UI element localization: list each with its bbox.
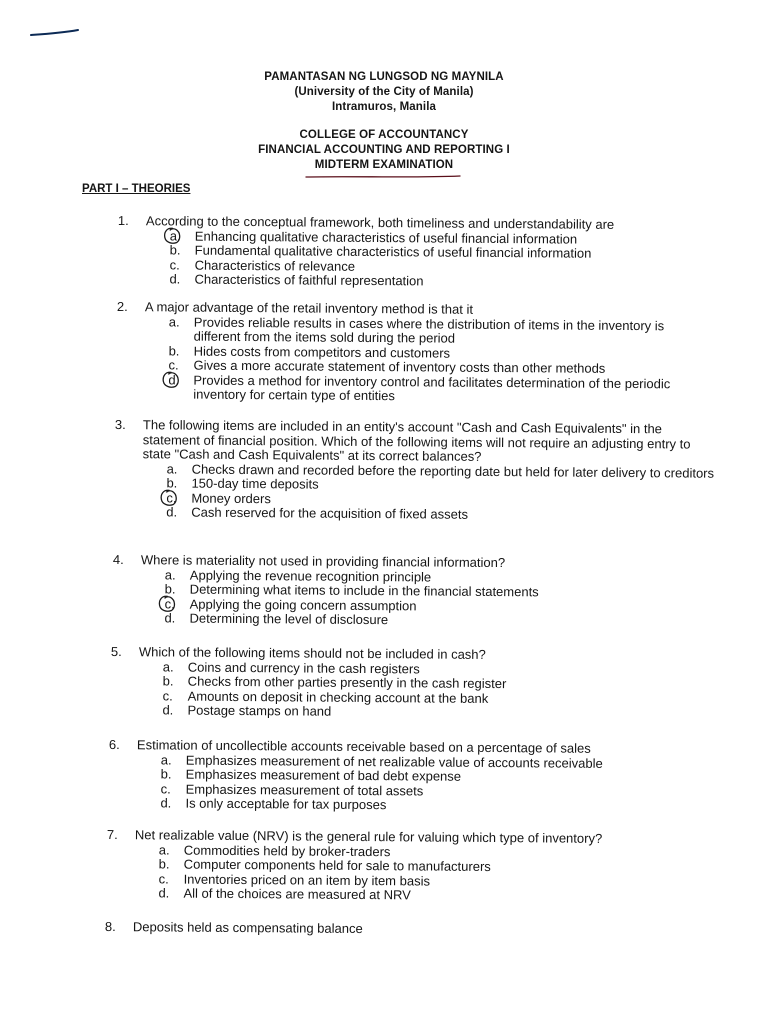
choice-text: Money orders <box>191 490 271 506</box>
choice-text: Characteristics of faithful representation <box>194 271 424 289</box>
choice-text: Cash reserved for the acquisition of fixed assets <box>191 504 469 522</box>
choice-letter: a. <box>168 313 180 329</box>
answer-circle-mark <box>161 370 180 389</box>
choice-text: Determining what items to include in the financial statements <box>189 581 539 600</box>
choice-list <box>164 568 712 630</box>
choice-letter: d. <box>168 371 180 387</box>
choice-letter: b. <box>166 475 178 491</box>
question-item <box>112 553 713 630</box>
choice-letter: b. <box>158 856 170 872</box>
part-heading: PART I – THEORIES <box>82 183 191 195</box>
question-number: 5. <box>110 644 122 660</box>
answer-choice <box>160 796 708 815</box>
choice-letter: b. <box>168 342 180 358</box>
question-number: 8. <box>104 919 116 935</box>
choice-text: Provides reliable results in cases where the distribution of items in the inventory is different from the items sold during the period <box>193 314 665 346</box>
college-name: COLLEGE OF ACCOUNTANCY <box>299 129 469 141</box>
choice-text: Emphasizes measurement of total assets <box>185 781 424 798</box>
choice-letter: a. <box>162 658 174 674</box>
choice-text: Inventories priced on an item by item basis <box>183 871 431 889</box>
choice-text: Emphasizes measurement of bad debt expense <box>185 766 462 784</box>
choice-letter: a. <box>169 227 181 243</box>
choice-letter: c. <box>158 870 169 886</box>
question-item <box>114 418 720 524</box>
university-name: PAMANTASAN NG LUNGSOD NG MAYNILA <box>264 71 504 83</box>
choice-text: Fundamental qualitative characteristics of useful financial information <box>194 242 592 261</box>
choice-text: Applying the going concern assumption <box>189 596 417 613</box>
choice-list <box>169 229 697 291</box>
question-number: 1. <box>117 213 129 229</box>
answer-choice <box>169 272 697 291</box>
question-text: A major advantage of the retail inventory method is that it <box>144 299 474 317</box>
choice-letter: b. <box>169 242 181 258</box>
choice-letter: d. <box>169 271 181 287</box>
exam-title: MIDTERM EXAMINATION <box>314 159 454 171</box>
choice-letter: a. <box>166 460 178 476</box>
question-item <box>110 645 711 722</box>
choice-letter: d. <box>166 504 178 520</box>
choice-letter: d. <box>158 885 170 901</box>
question-item <box>105 920 705 939</box>
choice-text: Checks drawn and recorded before the reporting date but held for later delivery to creditors <box>191 461 715 481</box>
question-number: 6. <box>108 737 120 753</box>
university-location: Intramuros, Manila <box>331 101 437 113</box>
university-english-name: (University of the City of Manila) <box>294 86 474 98</box>
choice-letter: a. <box>160 751 172 767</box>
question-text: Estimation of uncollectible accounts receivable based on a percentage of sales <box>136 737 591 756</box>
answer-choice <box>158 886 706 905</box>
choice-letter: c. <box>166 489 177 505</box>
choice-text: Determining the level of disclosure <box>189 610 389 628</box>
choice-list <box>160 753 708 815</box>
choice-list <box>162 660 710 722</box>
choice-text: Characteristics of relevance <box>194 257 356 274</box>
choice-text: Coins and currency in the cash registers <box>187 659 420 676</box>
choice-letter: b. <box>160 766 172 782</box>
question-text: Which of the following items should not be included in cash? <box>138 644 486 662</box>
choice-text: Provides a method for inventory control and facilitates determination of the periodic inventory for certain type of entities <box>193 372 671 404</box>
choice-text: Amounts on deposit in checking account at the bank <box>187 688 489 706</box>
choice-letter: b. <box>164 581 176 597</box>
choice-text: Gives a more accurate statement of inventory costs than other methods <box>193 357 606 376</box>
question-text: The following items are included in an entity's account "Cash and Cash Equivalents" in the statement of financial position. Which of the following items will not require an adjusting entry to state "Cash and Cash Equivalents" at its correct balances? <box>142 417 691 464</box>
question-stem <box>115 418 720 466</box>
choice-text: Is only acceptable for tax purposes <box>185 795 387 813</box>
question-item <box>117 214 698 291</box>
choice-letter: d. <box>160 795 172 811</box>
pen-stroke-mark <box>28 24 84 40</box>
choice-text: Checks from other parties presently in the cash register <box>187 673 507 692</box>
question-number: 2. <box>116 299 128 315</box>
choice-letter: c. <box>160 780 171 796</box>
question-item <box>108 738 709 815</box>
choice-letter: c. <box>168 357 179 373</box>
title-underline-mark <box>304 174 464 180</box>
question-number: 3. <box>114 417 126 433</box>
choice-text: Computer components held for sale to manufacturers <box>183 856 491 875</box>
question-number: 7. <box>106 827 118 843</box>
choice-text: Commodities held by broker-traders <box>183 842 391 859</box>
choice-list <box>158 843 706 905</box>
exam-header <box>0 70 768 180</box>
choice-letter: a. <box>164 566 176 582</box>
choice-list <box>168 315 702 406</box>
question-text: Net realizable value (NRV) is the general rule for valuing which type of inventory? <box>134 827 603 846</box>
question-item <box>106 828 707 905</box>
question-text: Where is materiality not used in providing financial information? <box>140 552 506 571</box>
course-title: FINANCIAL ACCOUNTING AND REPORTING I <box>258 144 510 156</box>
question-text: Deposits held as compensating balance <box>132 919 363 937</box>
choice-text: Hides costs from competitors and customers <box>193 343 451 361</box>
choice-letter: d. <box>164 610 176 626</box>
choice-text: Emphasizes measurement of net realizable value of accounts receivable <box>185 752 603 771</box>
choice-letter: c. <box>162 687 173 703</box>
choice-text: 150-day time deposits <box>191 475 319 492</box>
choice-list <box>166 462 719 524</box>
choice-text: Postage stamps on hand <box>187 702 332 719</box>
choice-letter: d. <box>162 702 174 718</box>
answer-choice <box>162 703 710 722</box>
choice-text: All of the choices are measured at NRV <box>183 885 411 903</box>
choice-letter: c. <box>169 256 180 272</box>
choice-letter: a. <box>158 841 170 857</box>
answer-choice <box>168 373 701 406</box>
choice-letter: b. <box>162 673 174 689</box>
question-number: 4. <box>112 552 124 568</box>
answer-choice <box>166 505 719 524</box>
answer-choice <box>164 611 712 630</box>
question-item <box>116 300 702 406</box>
question-text: According to the conceptual framework, both timeliness and understandability are <box>145 213 615 232</box>
choice-text: Enhancing qualitative characteristics of useful financial information <box>194 228 578 247</box>
choice-text: Applying the revenue recognition principle <box>189 567 432 584</box>
choice-letter: c. <box>164 595 175 611</box>
question-stem <box>105 920 705 939</box>
